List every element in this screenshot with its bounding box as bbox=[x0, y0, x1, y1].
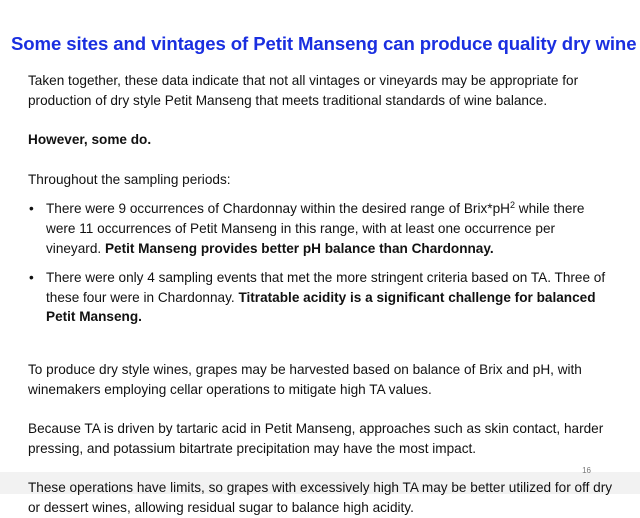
lead-in-text: Throughout the sampling periods: bbox=[28, 171, 231, 187]
slide-title: Some sites and vintages of Petit Manseng can produce quality dry wine bbox=[11, 33, 637, 54]
bullet-marker: • bbox=[29, 270, 34, 286]
page-number: 16 bbox=[582, 466, 591, 475]
emphasis-text: However, some do. bbox=[28, 132, 152, 148]
bullet-item bbox=[28, 268, 613, 327]
bullet-bold-text: Titratable acidity is a significant challenge for balanced Petit Manseng. bbox=[46, 289, 596, 325]
bullet-marker: • bbox=[29, 201, 34, 217]
intro-paragraph: Taken together, these data indicate that not all vintages or vineyards may be appropriate for production of dry style Petit Manseng that meets traditional standards of wine balance. bbox=[28, 73, 579, 108]
bullet-item bbox=[28, 199, 613, 258]
body-paragraph: To produce dry style wines, grapes may be harvested based on balance of Brix and pH, with winemakers employing cellar operations to mitigate high TA values. bbox=[28, 361, 582, 397]
body-paragraph: These operations have limits, so grapes with excessively high TA may be better utilized for off dry or dessert wines, allowing residual sugar to balance high acidity. bbox=[28, 480, 613, 515]
emphasis-line bbox=[28, 130, 613, 150]
bullet-text: while there were 11 occurrences of Petit Manseng in this range, with at least one occurrence per vineyard. bbox=[46, 201, 585, 256]
bullet-bold-text: Petit Manseng provides better pH balance than Chardonnay. bbox=[104, 240, 494, 256]
slide-body bbox=[28, 71, 613, 518]
body-paragraph: Because TA is driven by tartaric acid in Petit Manseng, approaches such as skin contact, harder pressing, and potassium bitartrate precipitation may have the most impact. bbox=[28, 421, 604, 456]
superscript: 2 bbox=[509, 200, 515, 211]
bullet-text: There were 9 occurrences of Chardonnay within the desired range of Brix*pH bbox=[46, 201, 510, 217]
bullet-list bbox=[28, 199, 613, 327]
bullet-text: There were only 4 sampling events that met the more stringent criteria based on TA. Three of these four were in Chardonnay. bbox=[46, 270, 606, 305]
